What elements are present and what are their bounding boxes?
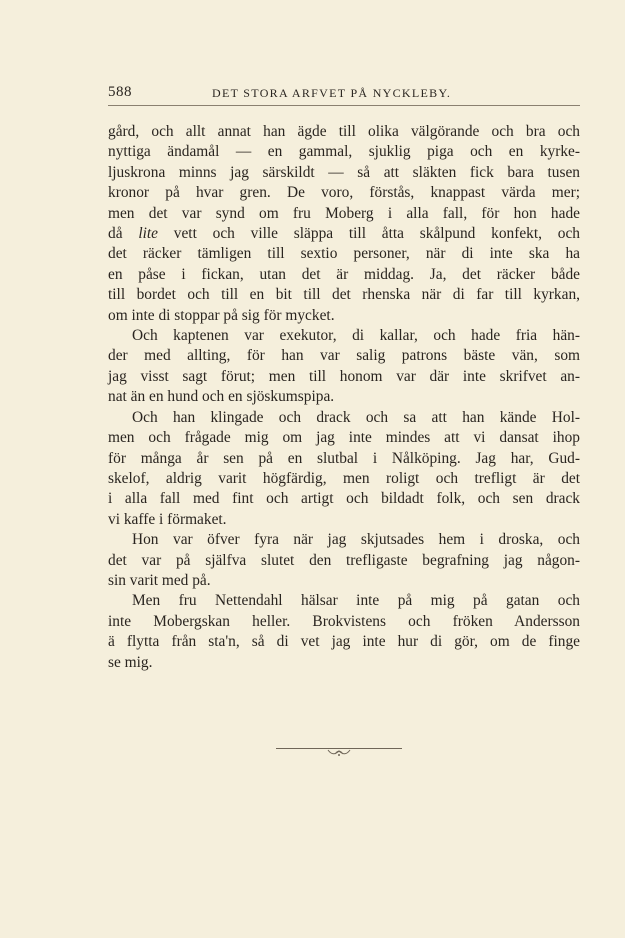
text-line: jag visst sagt förut; men till honom var där inte skrifvet an- <box>108 367 580 385</box>
text-line: det räcker tämligen till sextio personer, när di inte ska ha <box>108 245 580 263</box>
end-ornament <box>276 745 402 759</box>
text-line: till bordet och till en bit till det rhenska när di far till kyrkan, <box>108 286 580 304</box>
paragraph <box>108 122 580 326</box>
text-line: Hon var öfver fyra när jag skjutsades hem i droska, och <box>132 531 580 549</box>
text-line: men och frågade mig om jag inte mindes att vi dansat ihop <box>108 429 580 447</box>
text-line: der med allting, för han var salig patrons bäste vän, som <box>108 347 580 365</box>
running-title: DET STORA ARFVET PÅ NYCKLEBY. <box>212 86 452 100</box>
text-line: en påse i fickan, utan det är middag. Ja, det räcker både <box>108 265 580 283</box>
text-line: för många år sen på en slutbal i Nålköping. Jag har, Gud- <box>108 449 580 467</box>
page-body <box>108 122 580 673</box>
text-line: Och han klingade och drack och sa att han kände Hol- <box>132 408 580 426</box>
text-line: nat än en hund och en sjöskumspipa. <box>108 388 335 406</box>
text-line: i alla fall med fint och artigt och bildadt folk, och sen drack <box>108 490 580 508</box>
text-line: kronor på hvar gren. De voro, förstås, knappast värda mer; <box>108 184 580 202</box>
text-line: ljuskrona minns jag särskildt — så att släkten fick bara tusen <box>108 163 580 181</box>
text-line: ä flytta från sta'n, så di vet jag inte hur di gör, om de finge <box>108 633 580 651</box>
text-line: men det var synd om fru Moberg i alla fall, för hon hade <box>108 204 580 222</box>
emphasis: lite <box>138 225 158 243</box>
text-line: gård, och allt annat han ägde till olika välgörande och bra och <box>108 123 580 140</box>
paragraph <box>108 408 580 530</box>
text-line: Men fru Nettendahl hälsar inte på mig på gatan och <box>132 592 580 610</box>
text-line: inte Mobergskan heller. Brokvistens och fröken Andersson <box>108 612 580 630</box>
paragraph <box>108 326 580 408</box>
page-header <box>108 84 580 106</box>
text-line: om inte di stoppar på sig för mycket. <box>108 306 335 324</box>
text-line: Och kaptenen var exekutor, di kallar, och hade fria hän- <box>132 327 580 345</box>
page-number: 588 <box>108 84 132 100</box>
header-rule <box>108 105 580 106</box>
paragraph <box>108 530 580 591</box>
text-line: nyttiga ändamål — en gammal, sjuklig piga och en kyrke- <box>108 143 580 161</box>
text-line: se mig. <box>108 653 153 671</box>
text-line: sin varit med på. <box>108 571 211 589</box>
flourish-icon <box>326 748 352 761</box>
text-line: skelof, aldrig varit högfärdig, men roligt och trefligt är det <box>108 469 580 487</box>
text-line: då lite vett och ville släppa till åtta skålpund konfekt, och <box>108 225 580 243</box>
text-line: det var på själfva slutet den trefligaste begrafning jag någon- <box>108 551 580 569</box>
paragraph <box>108 591 580 673</box>
text-line: vi kaffe i förmaket. <box>108 510 227 528</box>
